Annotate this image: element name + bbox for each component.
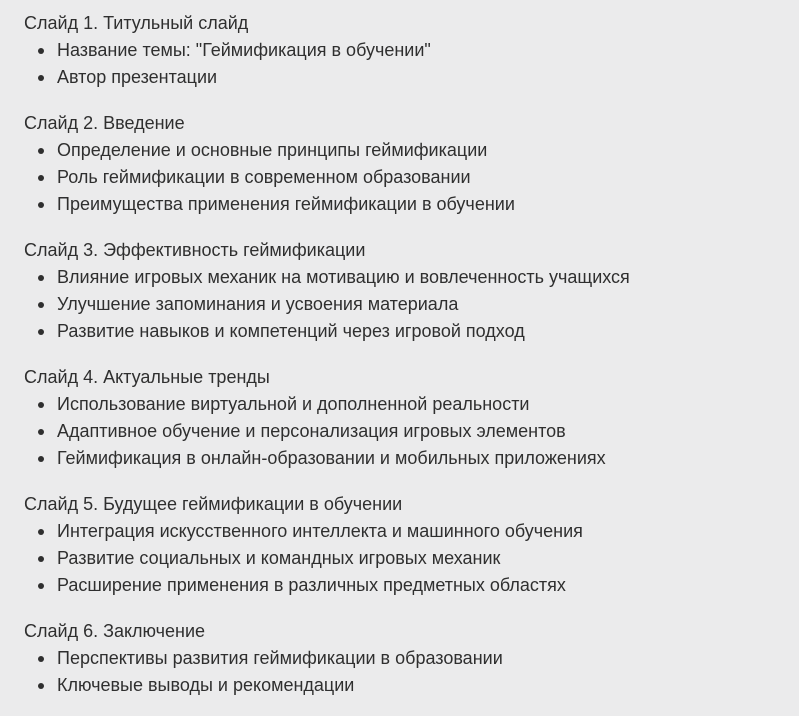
bullet-icon	[38, 556, 44, 562]
list-item-text: Геймификация в онлайн-образовании и мобильных приложениях	[57, 448, 606, 468]
bullet-icon	[38, 402, 44, 408]
bullet-icon	[38, 48, 44, 54]
list-item	[24, 38, 799, 63]
slide-section-1	[24, 11, 799, 90]
slide-section-4	[24, 365, 799, 471]
list-item	[24, 292, 799, 317]
list-item	[24, 138, 799, 163]
bullet-icon	[38, 302, 44, 308]
bullet-icon	[38, 429, 44, 435]
list-item	[24, 65, 799, 90]
bullet-icon	[38, 175, 44, 181]
list-item-text: Перспективы развития геймификации в образовании	[57, 648, 503, 668]
list-item-text: Определение и основные принципы геймификации	[57, 140, 488, 160]
list-item-text: Автор презентации	[57, 67, 218, 87]
list-item-text: Развитие социальных и командных игровых механик	[57, 548, 501, 568]
bullet-list	[24, 38, 799, 90]
list-item-text: Ключевые выводы и рекомендации	[57, 675, 355, 695]
slide-heading: Слайд 1. Титульный слайд	[24, 13, 249, 33]
slide-heading: Слайд 3. Эффективность геймификации	[24, 240, 366, 260]
list-item	[24, 573, 799, 598]
list-item-text: Развитие навыков и компетенций через игровой подход	[57, 321, 525, 341]
slide-section-2	[24, 111, 799, 217]
list-item	[24, 646, 799, 671]
slide-section-3	[24, 238, 799, 344]
bullet-list	[24, 138, 799, 217]
bullet-list	[24, 519, 799, 598]
list-item-text: Расширение применения в различных предметных областях	[57, 575, 566, 595]
list-item	[24, 673, 799, 698]
bullet-icon	[38, 529, 44, 535]
bullet-list	[24, 392, 799, 471]
slide-heading: Слайд 2. Введение	[24, 113, 185, 133]
list-item	[24, 446, 799, 471]
bullet-icon	[38, 683, 44, 689]
list-item	[24, 546, 799, 571]
bullet-icon	[38, 583, 44, 589]
bullet-list	[24, 265, 799, 344]
bullet-icon	[38, 456, 44, 462]
slide-section-6	[24, 619, 799, 698]
list-item-text: Преимущества применения геймификации в обучении	[57, 194, 515, 214]
list-item	[24, 519, 799, 544]
list-item-text: Роль геймификации в современном образовании	[57, 167, 471, 187]
list-item	[24, 265, 799, 290]
list-item	[24, 392, 799, 417]
bullet-icon	[38, 202, 44, 208]
slide-heading: Слайд 5. Будущее геймификации в обучении	[24, 494, 403, 514]
bullet-icon	[38, 275, 44, 281]
bullet-icon	[38, 148, 44, 154]
bullet-list	[24, 646, 799, 698]
list-item-text: Адаптивное обучение и персонализация игровых элементов	[57, 421, 566, 441]
list-item-text: Использование виртуальной и дополненной реальности	[57, 394, 530, 414]
list-item-text: Название темы: "Геймификация в обучении"	[57, 40, 431, 60]
slide-heading: Слайд 6. Заключение	[24, 621, 206, 641]
list-item-text: Улучшение запоминания и усвоения материала	[57, 294, 459, 314]
list-item-text: Интеграция искусственного интеллекта и машинного обучения	[57, 521, 583, 541]
list-item-text: Влияние игровых механик на мотивацию и вовлеченность учащихся	[57, 267, 630, 287]
bullet-icon	[38, 329, 44, 335]
bullet-icon	[38, 75, 44, 81]
list-item	[24, 419, 799, 444]
bullet-icon	[38, 656, 44, 662]
list-item	[24, 165, 799, 190]
list-item	[24, 319, 799, 344]
slide-heading: Слайд 4. Актуальные тренды	[24, 367, 270, 387]
slide-section-5	[24, 492, 799, 598]
list-item	[24, 192, 799, 217]
